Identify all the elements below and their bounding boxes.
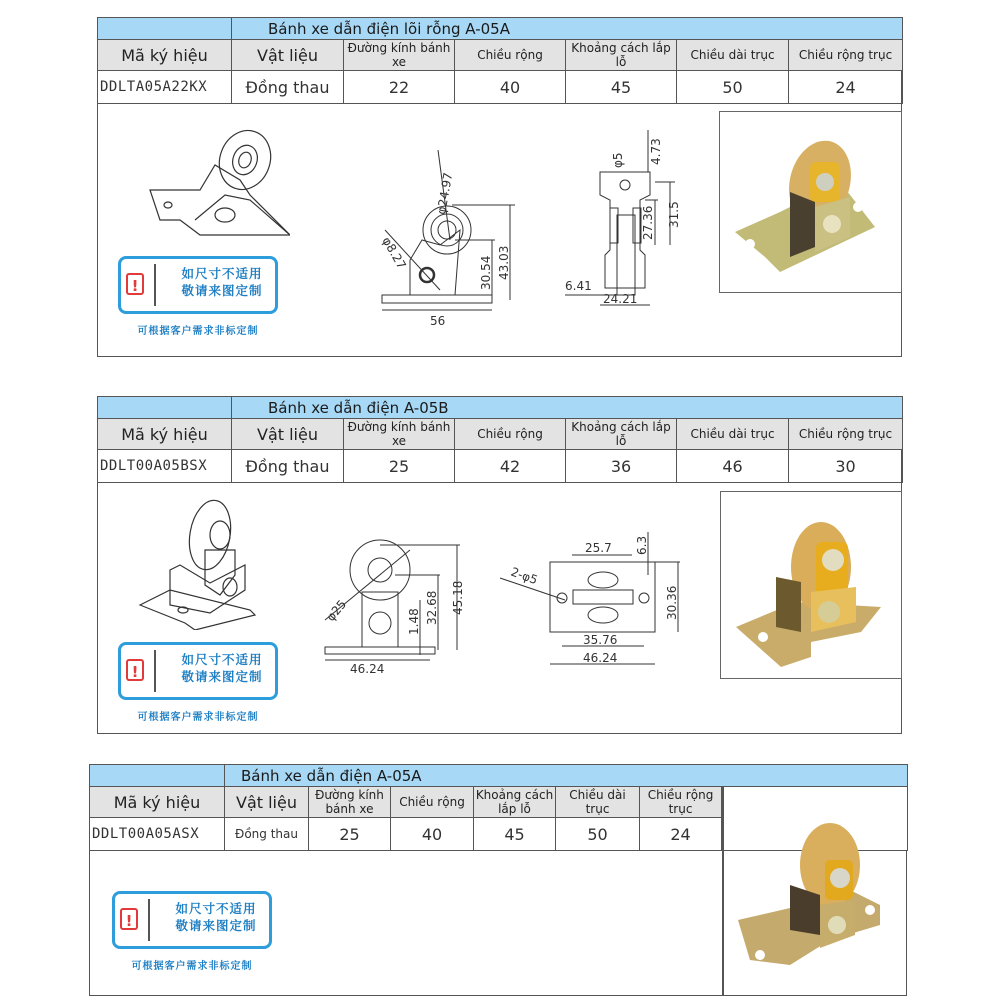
spec-table-a05a-hollow [97, 17, 903, 104]
svg-text:φ8.27: φ8.27 [379, 234, 409, 272]
col-header-hole-spacing: Khoảng cách lắp lỗ [474, 787, 556, 818]
cell-code: DDLTA05A22KX [98, 71, 232, 104]
cell-hole-spacing: 45 [474, 818, 556, 851]
badge-footer: 可根据客户需求非标定制 [137, 326, 259, 337]
col-header-material: Vật liệu [232, 40, 344, 71]
svg-text:6.3: 6.3 [635, 535, 649, 555]
badge-divider [154, 650, 156, 692]
cell-axle-width: 30 [789, 450, 903, 483]
svg-text:30.36: 30.36 [665, 585, 679, 620]
title-spacer [98, 397, 232, 419]
svg-text:32.68: 32.68 [425, 590, 439, 625]
cell-code: DDLT00A05ASX [90, 818, 225, 851]
exclamation-icon: ! [126, 659, 144, 681]
col-header-width: Chiều rộng [455, 419, 566, 450]
svg-text:4.73: 4.73 [649, 138, 663, 165]
badge-message: 如尺寸不适用 敬请来图定制 [181, 266, 263, 298]
exclamation-icon: ! [126, 273, 144, 295]
col-header-code: Mã ký hiệu [90, 787, 225, 818]
product-photo-a05a [730, 800, 900, 980]
svg-text:2-φ5: 2-φ5 [508, 564, 540, 588]
svg-text:30.54: 30.54 [479, 255, 493, 290]
photo-column-divider [722, 786, 724, 996]
col-header-axle-length: Chiều dài trục [677, 419, 789, 450]
product-photo-frame [719, 111, 902, 293]
col-header-axle-width: Chiều rộng trục [789, 40, 903, 71]
cell-material: Đồng thau [232, 450, 344, 483]
technical-drawing-a05a-hollow [360, 120, 700, 330]
badge-footer: 可根据客户需求非标定制 [131, 961, 253, 972]
product-title: Bánh xe dẫn điện A-05B [232, 397, 903, 419]
svg-text:45.18: 45.18 [451, 580, 465, 615]
title-spacer [90, 765, 225, 787]
svg-text:6.41: 6.41 [565, 279, 592, 293]
product-photo-a05a-hollow [720, 112, 900, 292]
product-title: Bánh xe dẫn điện A-05A [225, 765, 908, 787]
col-header-axle-length: Chiều dài trục [677, 40, 789, 71]
svg-text:24.21: 24.21 [603, 292, 638, 306]
col-header-wheel-diameter: Đường kính bánh xe [344, 40, 455, 71]
col-header-code: Mã ký hiệu [98, 419, 232, 450]
product-title: Bánh xe dẫn điện lõi rỗng A-05A [232, 18, 903, 40]
svg-text:φ25: φ25 [323, 597, 350, 624]
badge-divider [148, 899, 150, 941]
title-spacer [98, 18, 232, 40]
svg-text:φ5: φ5 [611, 152, 625, 168]
col-header-width: Chiều rộng [391, 787, 474, 818]
svg-text:35.76: 35.76 [583, 633, 618, 647]
cell-wheel-diameter: 22 [344, 71, 455, 104]
col-header-code: Mã ký hiệu [98, 40, 232, 71]
isometric-sketch-a05a-hollow [140, 125, 290, 240]
cell-axle-length: 46 [677, 450, 789, 483]
spec-table-a05b [97, 396, 903, 483]
cell-width: 42 [455, 450, 566, 483]
svg-text:46.24: 46.24 [583, 651, 618, 665]
col-header-material: Vật liệu [225, 787, 309, 818]
cell-hole-spacing: 36 [566, 450, 677, 483]
cell-axle-length: 50 [556, 818, 640, 851]
col-header-axle-width: Chiều rộng trục [789, 419, 903, 450]
cell-hole-spacing: 45 [566, 71, 677, 104]
col-header-wheel-diameter: Đường kính bánh xe [344, 419, 455, 450]
technical-drawing-a05b [310, 520, 690, 680]
cell-material: Đồng thau [225, 818, 309, 851]
cell-wheel-diameter: 25 [344, 450, 455, 483]
svg-text:27.36: 27.36 [641, 205, 655, 240]
svg-text:25.7: 25.7 [585, 541, 612, 555]
isometric-sketch-a05b [135, 495, 265, 630]
cell-axle-width: 24 [789, 71, 903, 104]
badge-divider [154, 264, 156, 306]
product-photo-frame [720, 491, 902, 679]
svg-text:31.5: 31.5 [667, 201, 681, 228]
cell-wheel-diameter: 25 [309, 818, 391, 851]
cell-material: Đồng thau [232, 71, 344, 104]
svg-text:46.24: 46.24 [350, 662, 385, 676]
col-header-wheel-diameter: Đường kính bánh xe [309, 787, 391, 818]
svg-text:56: 56 [430, 314, 446, 328]
col-header-width: Chiều rộng [455, 40, 566, 71]
badge-message: 如尺寸不适用 敬请来图定制 [175, 901, 257, 933]
col-header-material: Vật liệu [232, 419, 344, 450]
col-header-axle-width: Chiều rộng trục [640, 787, 722, 818]
badge-message: 如尺寸不适用 敬请来图定制 [181, 652, 263, 684]
svg-text:43.03: 43.03 [497, 245, 511, 280]
badge-footer: 可根据客户需求非标定制 [137, 712, 259, 723]
cell-axle-length: 50 [677, 71, 789, 104]
exclamation-icon: ! [120, 908, 138, 930]
svg-text:1.48: 1.48 [407, 608, 421, 635]
col-header-hole-spacing: Khoảng cách lắp lỗ [566, 419, 677, 450]
col-header-axle-length: Chiều dài trục [556, 787, 640, 818]
cell-width: 40 [455, 71, 566, 104]
col-header-hole-spacing: Khoảng cách lắp lỗ [566, 40, 677, 71]
svg-text:φ24.97: φ24.97 [434, 171, 456, 216]
cell-width: 40 [391, 818, 474, 851]
product-photo-a05b [721, 492, 901, 677]
cell-code: DDLT00A05BSX [98, 450, 232, 483]
cell-axle-width: 24 [640, 818, 722, 851]
